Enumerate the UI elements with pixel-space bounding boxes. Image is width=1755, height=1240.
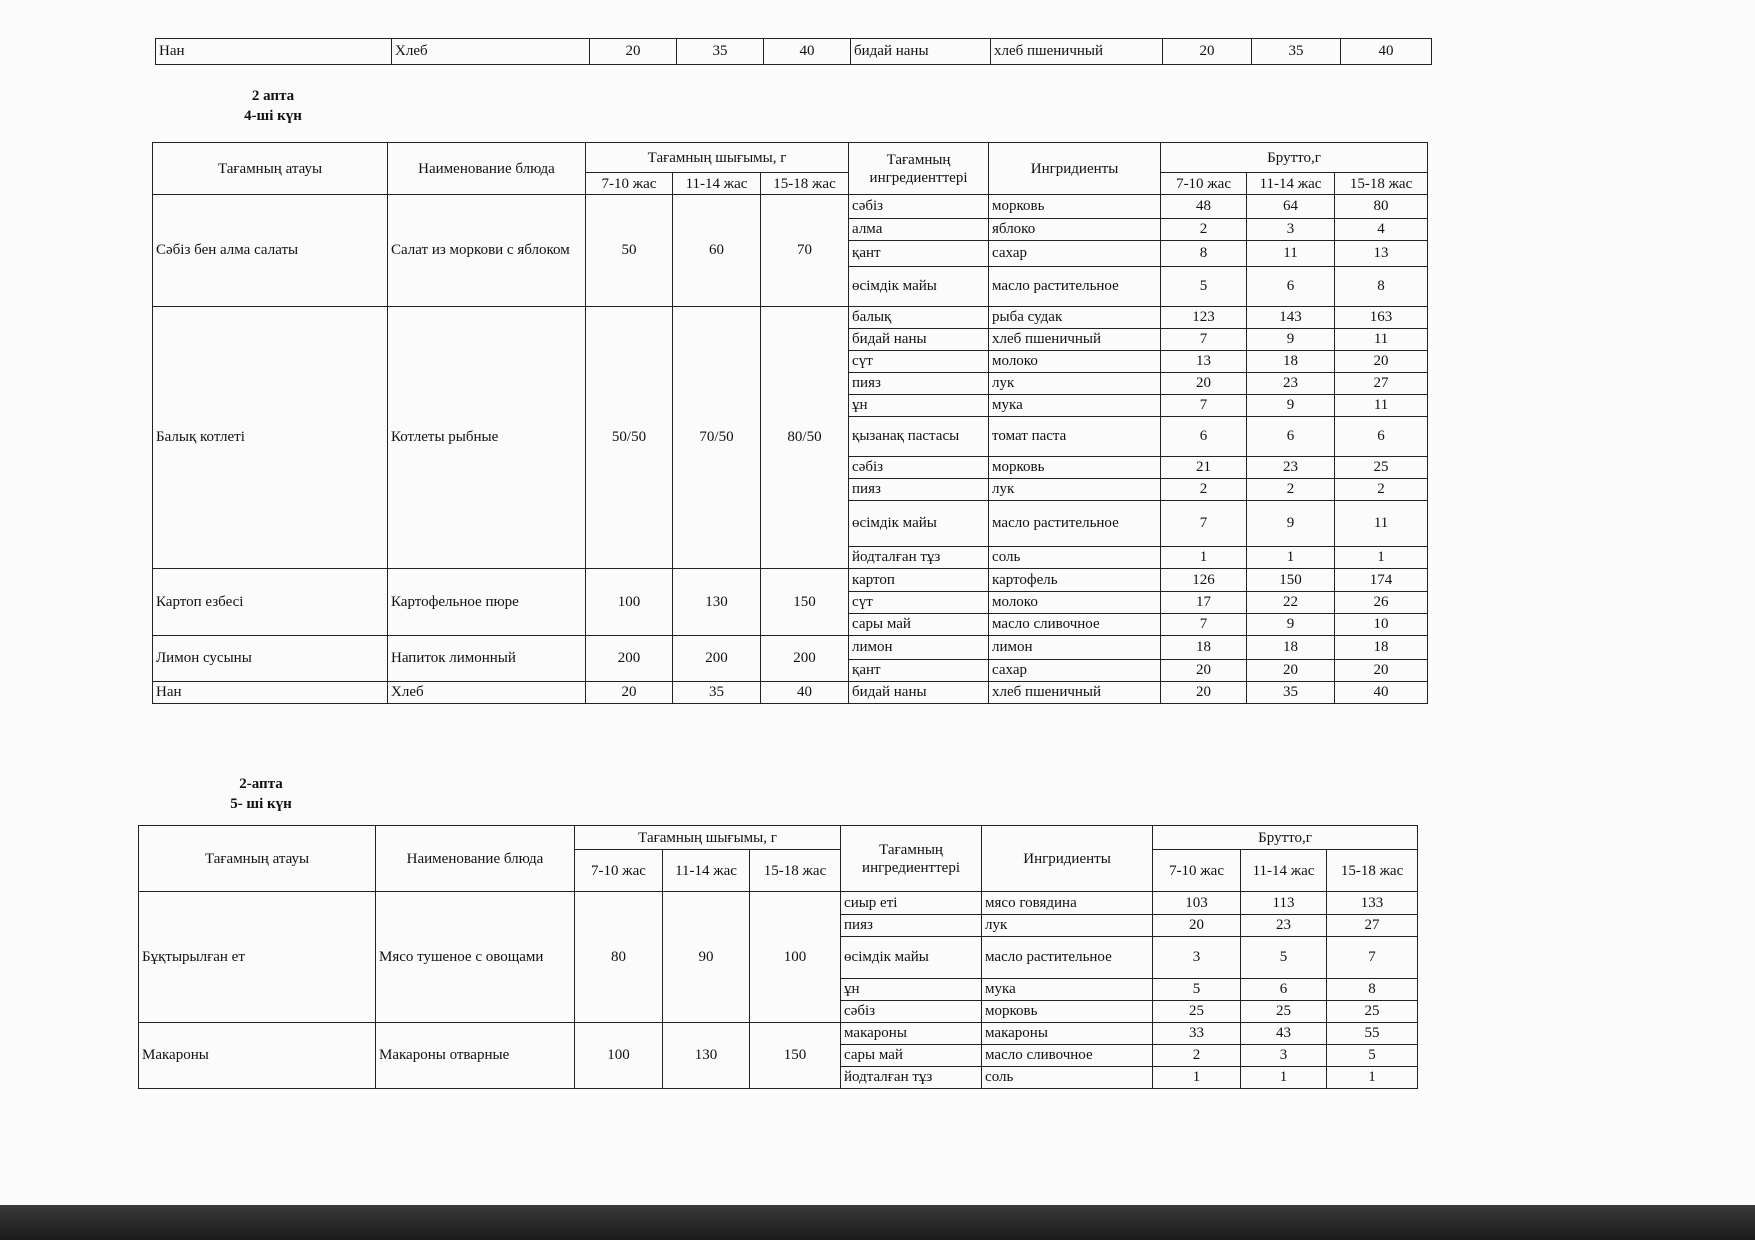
ingredient-kz-cell: сәбіз — [849, 195, 989, 219]
brutto-15-18-cell: 8 — [1335, 267, 1428, 307]
ingredient-ru-cell: масло сливочное — [982, 1045, 1153, 1067]
yield-11-14-cell: 70/50 — [673, 307, 761, 569]
scanner-edge-shadow — [0, 1205, 1755, 1240]
ingredient-ru-cell: хлеб пшеничный — [989, 682, 1161, 704]
ingredient-ru-cell: морковь — [989, 195, 1161, 219]
brutto-15-18-cell: 11 — [1335, 329, 1428, 351]
ingredient-kz-cell: ұн — [849, 395, 989, 417]
ingredient-ru-cell: рыба судак — [989, 307, 1161, 329]
ingredient-kz-cell: өсімдік майы — [849, 267, 989, 307]
brutto-7-10-cell: 7 — [1161, 329, 1247, 351]
ingredient-kz-cell: ұн — [841, 979, 982, 1001]
table-row — [153, 682, 1428, 704]
ingredient-ru-cell: соль — [982, 1067, 1153, 1089]
yield-11-14-cell: 200 — [673, 636, 761, 682]
brutto-11-14-cell: 9 — [1247, 395, 1335, 417]
brutto-15-18-cell: 80 — [1335, 195, 1428, 219]
dish-kz-cell: Балық котлеті — [153, 307, 388, 569]
brutto-15-18-cell: 11 — [1335, 501, 1428, 547]
header-age-7-10: 7-10 жас — [575, 850, 663, 892]
yield-11-14-cell: 60 — [673, 195, 761, 307]
brutto-11-14-cell: 3 — [1247, 219, 1335, 241]
table-row — [153, 569, 1428, 592]
ingredient-ru-cell: лимон — [989, 636, 1161, 660]
brutto-7-10-cell: 20 — [1163, 39, 1252, 65]
brutto-15-18-cell: 11 — [1335, 395, 1428, 417]
yield-15-18-cell: 40 — [761, 682, 849, 704]
dish-kz-cell: Нан — [153, 682, 388, 704]
yield-7-10-cell: 20 — [590, 39, 677, 65]
brutto-15-18-cell: 26 — [1335, 592, 1428, 614]
ingredient-ru-cell: сахар — [989, 241, 1161, 267]
ingredient-kz-cell: өсімдік майы — [849, 501, 989, 547]
ingredient-ru-cell: лук — [982, 915, 1153, 937]
yield-15-18-cell: 70 — [761, 195, 849, 307]
ingredient-kz-cell: бидай наны — [851, 39, 991, 65]
ingredient-ru-cell: хлеб пшеничный — [989, 329, 1161, 351]
brutto-15-18-cell: 4 — [1335, 219, 1428, 241]
brutto-15-18-cell: 8 — [1327, 979, 1418, 1001]
brutto-11-14-cell: 35 — [1252, 39, 1341, 65]
ingredient-ru-cell: мука — [989, 395, 1161, 417]
brutto-11-14-cell: 25 — [1241, 1001, 1327, 1023]
ingredient-ru-cell: мясо говядина — [982, 892, 1153, 915]
header-ingredient-ru: Ингридиенты — [982, 826, 1153, 892]
ingredient-kz-cell: сары май — [841, 1045, 982, 1067]
week-label: 2 апта — [251, 88, 295, 104]
brutto-7-10-cell: 21 — [1161, 457, 1247, 479]
dish-kz-cell: Лимон сусыны — [153, 636, 388, 682]
brutto-11-14-cell: 20 — [1247, 660, 1335, 682]
yield-7-10-cell: 50 — [586, 195, 673, 307]
brutto-15-18-cell: 13 — [1335, 241, 1428, 267]
ingredient-ru-cell: молоко — [989, 351, 1161, 373]
brutto-11-14-cell: 23 — [1247, 457, 1335, 479]
brutto-15-18-cell: 1 — [1327, 1067, 1418, 1089]
table-row — [153, 636, 1428, 660]
day4-menu-table — [152, 142, 1428, 704]
brutto-11-14-cell: 5 — [1241, 937, 1327, 979]
brutto-15-18-cell: 2 — [1335, 479, 1428, 501]
yield-7-10-cell: 200 — [586, 636, 673, 682]
header-age-15-18: 15-18 жас — [761, 173, 849, 195]
ingredient-kz-cell: қант — [849, 660, 989, 682]
brutto-15-18-cell: 5 — [1327, 1045, 1418, 1067]
ingredient-ru-cell: лук — [989, 373, 1161, 395]
brutto-11-14-cell: 9 — [1247, 329, 1335, 351]
brutto-15-18-cell: 25 — [1335, 457, 1428, 479]
brutto-11-14-cell: 22 — [1247, 592, 1335, 614]
dish-ru-cell: Котлеты рыбные — [388, 307, 586, 569]
day4-table-body — [153, 195, 1428, 704]
brutto-11-14-cell: 143 — [1247, 307, 1335, 329]
ingredient-kz-cell: сары май — [849, 614, 989, 636]
brutto-7-10-cell: 6 — [1161, 417, 1247, 457]
brutto-15-18-cell: 25 — [1327, 1001, 1418, 1023]
brutto-7-10-cell: 20 — [1161, 682, 1247, 704]
brutto-11-14-cell: 1 — [1247, 547, 1335, 569]
brutto-11-14-cell: 23 — [1247, 373, 1335, 395]
header-age-7-10: 7-10 жас — [586, 173, 673, 195]
top-bread-row-table — [155, 38, 1432, 65]
ingredient-ru-cell: масло растительное — [989, 267, 1161, 307]
yield-11-14-cell: 90 — [663, 892, 750, 1023]
brutto-11-14-cell: 6 — [1247, 267, 1335, 307]
brutto-7-10-cell: 18 — [1161, 636, 1247, 660]
brutto-11-14-cell: 9 — [1247, 614, 1335, 636]
ingredient-ru-cell: яблоко — [989, 219, 1161, 241]
ingredient-kz-cell: сиыр еті — [841, 892, 982, 915]
ingredient-kz-cell: пияз — [849, 373, 989, 395]
ingredient-ru-cell: соль — [989, 547, 1161, 569]
table-row — [156, 39, 1432, 65]
day5-menu-table — [138, 825, 1418, 1089]
brutto-7-10-cell: 20 — [1161, 373, 1247, 395]
brutto-15-18-cell: 133 — [1327, 892, 1418, 915]
yield-15-18-cell: 40 — [764, 39, 851, 65]
brutto-7-10-cell: 48 — [1161, 195, 1247, 219]
ingredient-kz-cell: бидай наны — [849, 329, 989, 351]
ingredient-ru-cell: мука — [982, 979, 1153, 1001]
brutto-11-14-cell: 6 — [1241, 979, 1327, 1001]
header-row — [139, 826, 1418, 850]
yield-11-14-cell: 130 — [663, 1023, 750, 1089]
day5-heading — [181, 774, 341, 814]
ingredient-kz-cell: сәбіз — [841, 1001, 982, 1023]
brutto-7-10-cell: 2 — [1161, 479, 1247, 501]
header-brutto-age-15-18: 15-18 жас — [1327, 850, 1418, 892]
header-brutto-age-15-18: 15-18 жас — [1335, 173, 1428, 195]
brutto-7-10-cell: 7 — [1161, 501, 1247, 547]
brutto-7-10-cell: 2 — [1161, 219, 1247, 241]
yield-11-14-cell: 35 — [677, 39, 764, 65]
brutto-7-10-cell: 3 — [1153, 937, 1241, 979]
ingredient-ru-cell: макароны — [982, 1023, 1153, 1045]
header-age-11-14: 11-14 жас — [673, 173, 761, 195]
ingredient-ru-cell: масло растительное — [982, 937, 1153, 979]
ingredient-ru-cell: масло сливочное — [989, 614, 1161, 636]
ingredient-kz-cell: йодталған тұз — [849, 547, 989, 569]
ingredient-kz-cell: сәбіз — [849, 457, 989, 479]
yield-11-14-cell: 35 — [673, 682, 761, 704]
brutto-7-10-cell: 8 — [1161, 241, 1247, 267]
yield-15-18-cell: 150 — [750, 1023, 841, 1089]
header-yield-group: Тағамның шығымы, г — [586, 143, 849, 173]
table-row — [139, 892, 1418, 915]
ingredient-kz-cell: сүт — [849, 592, 989, 614]
header-brutto-age-11-14: 11-14 жас — [1247, 173, 1335, 195]
brutto-11-14-cell: 11 — [1247, 241, 1335, 267]
ingredient-ru-cell: картофель — [989, 569, 1161, 592]
ingredient-kz-cell: өсімдік майы — [841, 937, 982, 979]
dish-ru-cell: Картофельное пюре — [388, 569, 586, 636]
header-brutto-group: Брутто,г — [1153, 826, 1418, 850]
yield-7-10-cell: 50/50 — [586, 307, 673, 569]
brutto-15-18-cell: 40 — [1341, 39, 1432, 65]
ingredient-ru-cell: хлеб пшеничный — [991, 39, 1163, 65]
brutto-11-14-cell: 3 — [1241, 1045, 1327, 1067]
ingredient-ru-cell: томат паста — [989, 417, 1161, 457]
yield-7-10-cell: 80 — [575, 892, 663, 1023]
dish-ru-cell: Хлеб — [392, 39, 590, 65]
ingredient-kz-cell: йодталған тұз — [841, 1067, 982, 1089]
brutto-7-10-cell: 5 — [1153, 979, 1241, 1001]
dish-kz-cell: Картоп езбесі — [153, 569, 388, 636]
brutto-15-18-cell: 7 — [1327, 937, 1418, 979]
brutto-7-10-cell: 1 — [1161, 547, 1247, 569]
brutto-7-10-cell: 2 — [1153, 1045, 1241, 1067]
header-dish-kz: Тағамның атауы — [153, 143, 388, 195]
brutto-11-14-cell: 9 — [1247, 501, 1335, 547]
header-brutto-group: Брутто,г — [1161, 143, 1428, 173]
yield-7-10-cell: 20 — [586, 682, 673, 704]
ingredient-ru-cell: молоко — [989, 592, 1161, 614]
ingredient-kz-cell: пияз — [841, 915, 982, 937]
brutto-11-14-cell: 18 — [1247, 351, 1335, 373]
ingredient-kz-cell: бидай наны — [849, 682, 989, 704]
dish-kz-cell: Сәбіз бен алма салаты — [153, 195, 388, 307]
brutto-15-18-cell: 27 — [1327, 915, 1418, 937]
brutto-11-14-cell: 43 — [1241, 1023, 1327, 1045]
table-row — [153, 307, 1428, 329]
brutto-7-10-cell: 17 — [1161, 592, 1247, 614]
brutto-15-18-cell: 6 — [1335, 417, 1428, 457]
brutto-11-14-cell: 18 — [1247, 636, 1335, 660]
header-row — [153, 143, 1428, 173]
yield-15-18-cell: 150 — [761, 569, 849, 636]
header-ingredient-kz: Тағамның ингредиенттері — [841, 826, 982, 892]
yield-7-10-cell: 100 — [575, 1023, 663, 1089]
day-label: 5- ші күн — [230, 796, 292, 812]
ingredient-kz-cell: пияз — [849, 479, 989, 501]
brutto-7-10-cell: 33 — [1153, 1023, 1241, 1045]
brutto-11-14-cell: 35 — [1247, 682, 1335, 704]
brutto-15-18-cell: 20 — [1335, 351, 1428, 373]
brutto-11-14-cell: 6 — [1247, 417, 1335, 457]
brutto-7-10-cell: 5 — [1161, 267, 1247, 307]
ingredient-kz-cell: сүт — [849, 351, 989, 373]
ingredient-ru-cell: сахар — [989, 660, 1161, 682]
brutto-15-18-cell: 40 — [1335, 682, 1428, 704]
ingredient-ru-cell: морковь — [982, 1001, 1153, 1023]
ingredient-ru-cell: морковь — [989, 457, 1161, 479]
brutto-7-10-cell: 123 — [1161, 307, 1247, 329]
table-row — [139, 1023, 1418, 1045]
header-dish-ru: Наименование блюда — [376, 826, 575, 892]
header-dish-kz: Тағамның атауы — [139, 826, 376, 892]
ingredient-kz-cell: макароны — [841, 1023, 982, 1045]
day-label: 4-ші күн — [244, 108, 302, 124]
brutto-15-18-cell: 163 — [1335, 307, 1428, 329]
brutto-11-14-cell: 1 — [1241, 1067, 1327, 1089]
header-brutto-age-7-10: 7-10 жас — [1161, 173, 1247, 195]
brutto-7-10-cell: 7 — [1161, 614, 1247, 636]
dish-ru-cell: Салат из моркови с яблоком — [388, 195, 586, 307]
ingredient-kz-cell: лимон — [849, 636, 989, 660]
dish-kz-cell: Макароны — [139, 1023, 376, 1089]
yield-15-18-cell: 100 — [750, 892, 841, 1023]
header-ingredient-kz: Тағамның ингредиенттері — [849, 143, 989, 195]
ingredient-ru-cell: масло растительное — [989, 501, 1161, 547]
ingredient-ru-cell: лук — [989, 479, 1161, 501]
brutto-11-14-cell: 64 — [1247, 195, 1335, 219]
ingredient-kz-cell: картоп — [849, 569, 989, 592]
brutto-15-18-cell: 20 — [1335, 660, 1428, 682]
brutto-11-14-cell: 2 — [1247, 479, 1335, 501]
brutto-15-18-cell: 174 — [1335, 569, 1428, 592]
header-age-15-18: 15-18 жас — [750, 850, 841, 892]
brutto-7-10-cell: 1 — [1153, 1067, 1241, 1089]
header-brutto-age-7-10: 7-10 жас — [1153, 850, 1241, 892]
dish-kz-cell: Бұқтырылған ет — [139, 892, 376, 1023]
week-label: 2-апта — [239, 776, 283, 792]
dish-ru-cell: Мясо тушеное с овощами — [376, 892, 575, 1023]
header-ingredient-ru: Ингридиенты — [989, 143, 1161, 195]
brutto-15-18-cell: 1 — [1335, 547, 1428, 569]
brutto-15-18-cell: 55 — [1327, 1023, 1418, 1045]
dish-kz-cell: Нан — [156, 39, 392, 65]
brutto-7-10-cell: 20 — [1161, 660, 1247, 682]
ingredient-kz-cell: балық — [849, 307, 989, 329]
header-yield-group: Тағамның шығымы, г — [575, 826, 841, 850]
dish-ru-cell: Макароны отварные — [376, 1023, 575, 1089]
yield-11-14-cell: 130 — [673, 569, 761, 636]
brutto-7-10-cell: 103 — [1153, 892, 1241, 915]
ingredient-kz-cell: алма — [849, 219, 989, 241]
dish-ru-cell: Хлеб — [388, 682, 586, 704]
brutto-15-18-cell: 27 — [1335, 373, 1428, 395]
brutto-15-18-cell: 18 — [1335, 636, 1428, 660]
dish-ru-cell: Напиток лимонный — [388, 636, 586, 682]
brutto-11-14-cell: 113 — [1241, 892, 1327, 915]
yield-7-10-cell: 100 — [586, 569, 673, 636]
table-row — [153, 195, 1428, 219]
header-brutto-age-11-14: 11-14 жас — [1241, 850, 1327, 892]
day5-table-body — [139, 892, 1418, 1089]
ingredient-kz-cell: қант — [849, 241, 989, 267]
day4-heading — [193, 86, 353, 126]
brutto-7-10-cell: 20 — [1153, 915, 1241, 937]
brutto-11-14-cell: 23 — [1241, 915, 1327, 937]
brutto-7-10-cell: 25 — [1153, 1001, 1241, 1023]
yield-15-18-cell: 200 — [761, 636, 849, 682]
brutto-7-10-cell: 13 — [1161, 351, 1247, 373]
brutto-15-18-cell: 10 — [1335, 614, 1428, 636]
header-dish-ru: Наименование блюда — [388, 143, 586, 195]
header-age-11-14: 11-14 жас — [663, 850, 750, 892]
yield-15-18-cell: 80/50 — [761, 307, 849, 569]
brutto-7-10-cell: 126 — [1161, 569, 1247, 592]
ingredient-kz-cell: қызанақ пастасы — [849, 417, 989, 457]
brutto-11-14-cell: 150 — [1247, 569, 1335, 592]
brutto-7-10-cell: 7 — [1161, 395, 1247, 417]
